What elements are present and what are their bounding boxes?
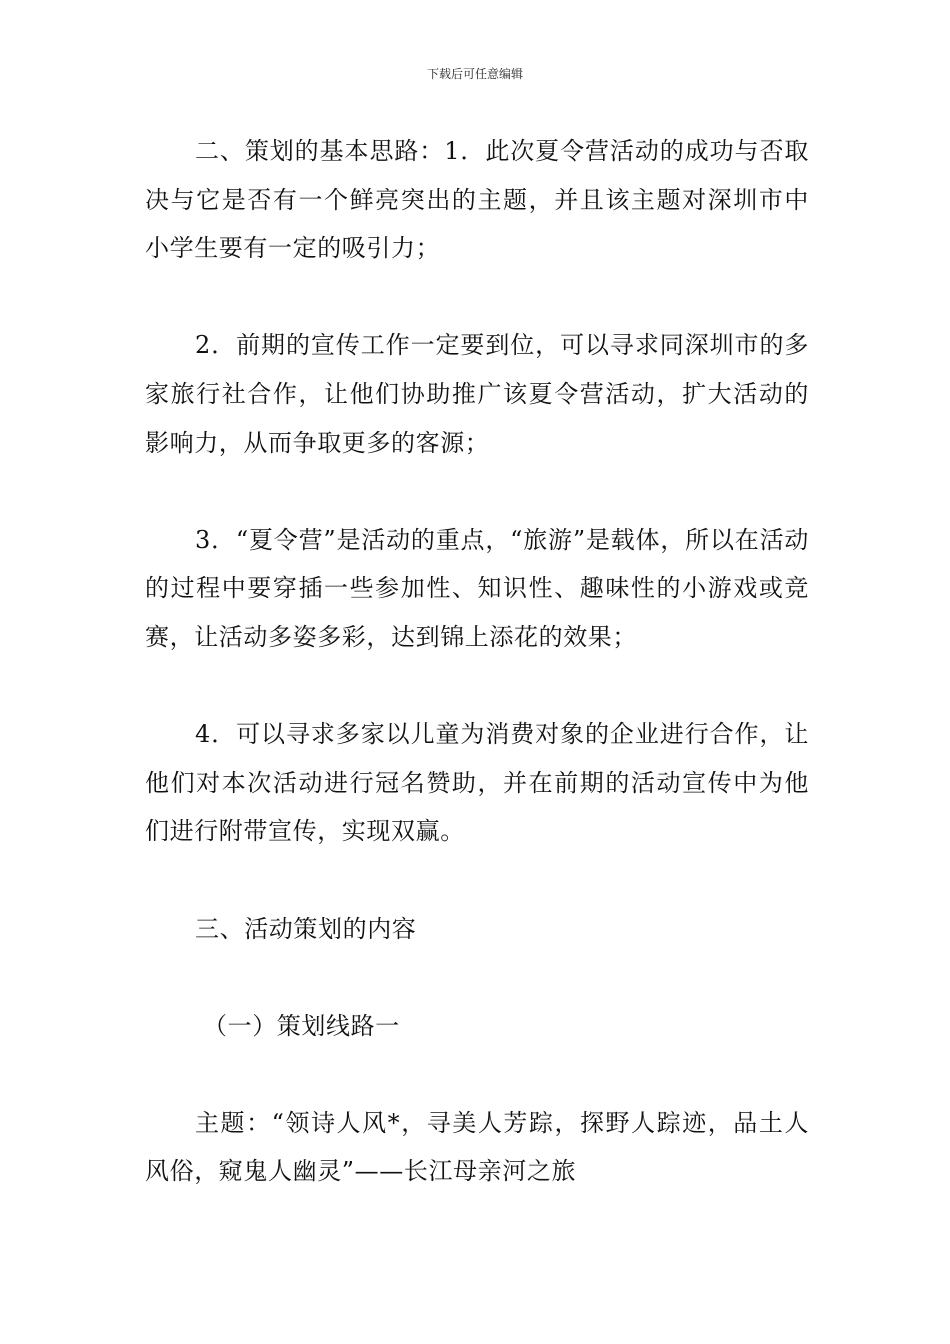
section-heading-content: 三、活动策划的内容 xyxy=(195,914,417,943)
page-header: 下载后可任意编辑 xyxy=(426,67,523,81)
paragraph-basic-ideas: 二、策划的基本思路：1．此次夏令营活动的成功与否取决与它是否有一个鲜亮突出的主题，并且该主题对深圳市中小学生要有一定的吸引力； xyxy=(145,137,809,263)
subsection-heading-route-one: （一）策划线路一 xyxy=(203,1011,400,1040)
paragraph-theme: 主题：“领诗人风*，寻美人芳踪，探野人踪迹，品土人风俗，窥鬼人幽灵”——长江母亲河之旅 xyxy=(145,1108,809,1186)
paragraph-point-3: 3．“夏令营”是活动的重点，“旅游”是载体，所以在活动的过程中要穿插一些参加性、知识性、趣味性的小游戏或竞赛，让活动多姿多彩，达到锦上添花的效果； xyxy=(145,525,809,651)
document-body xyxy=(145,127,809,1196)
paragraph-point-4: 4．可以寻求多家以儿童为消费对象的企业进行合作，让他们对本次活动进行冠名赞助，并在前期的活动宣传中为他们进行附带宣传，实现双赢。 xyxy=(145,720,809,846)
paragraph-point-2: 2．前期的宣传工作一定要到位，可以寻求同深圳市的多家旅行社合作，让他们协助推广该夏令营活动，扩大活动的影响力，从而争取更多的客源； xyxy=(145,331,809,457)
